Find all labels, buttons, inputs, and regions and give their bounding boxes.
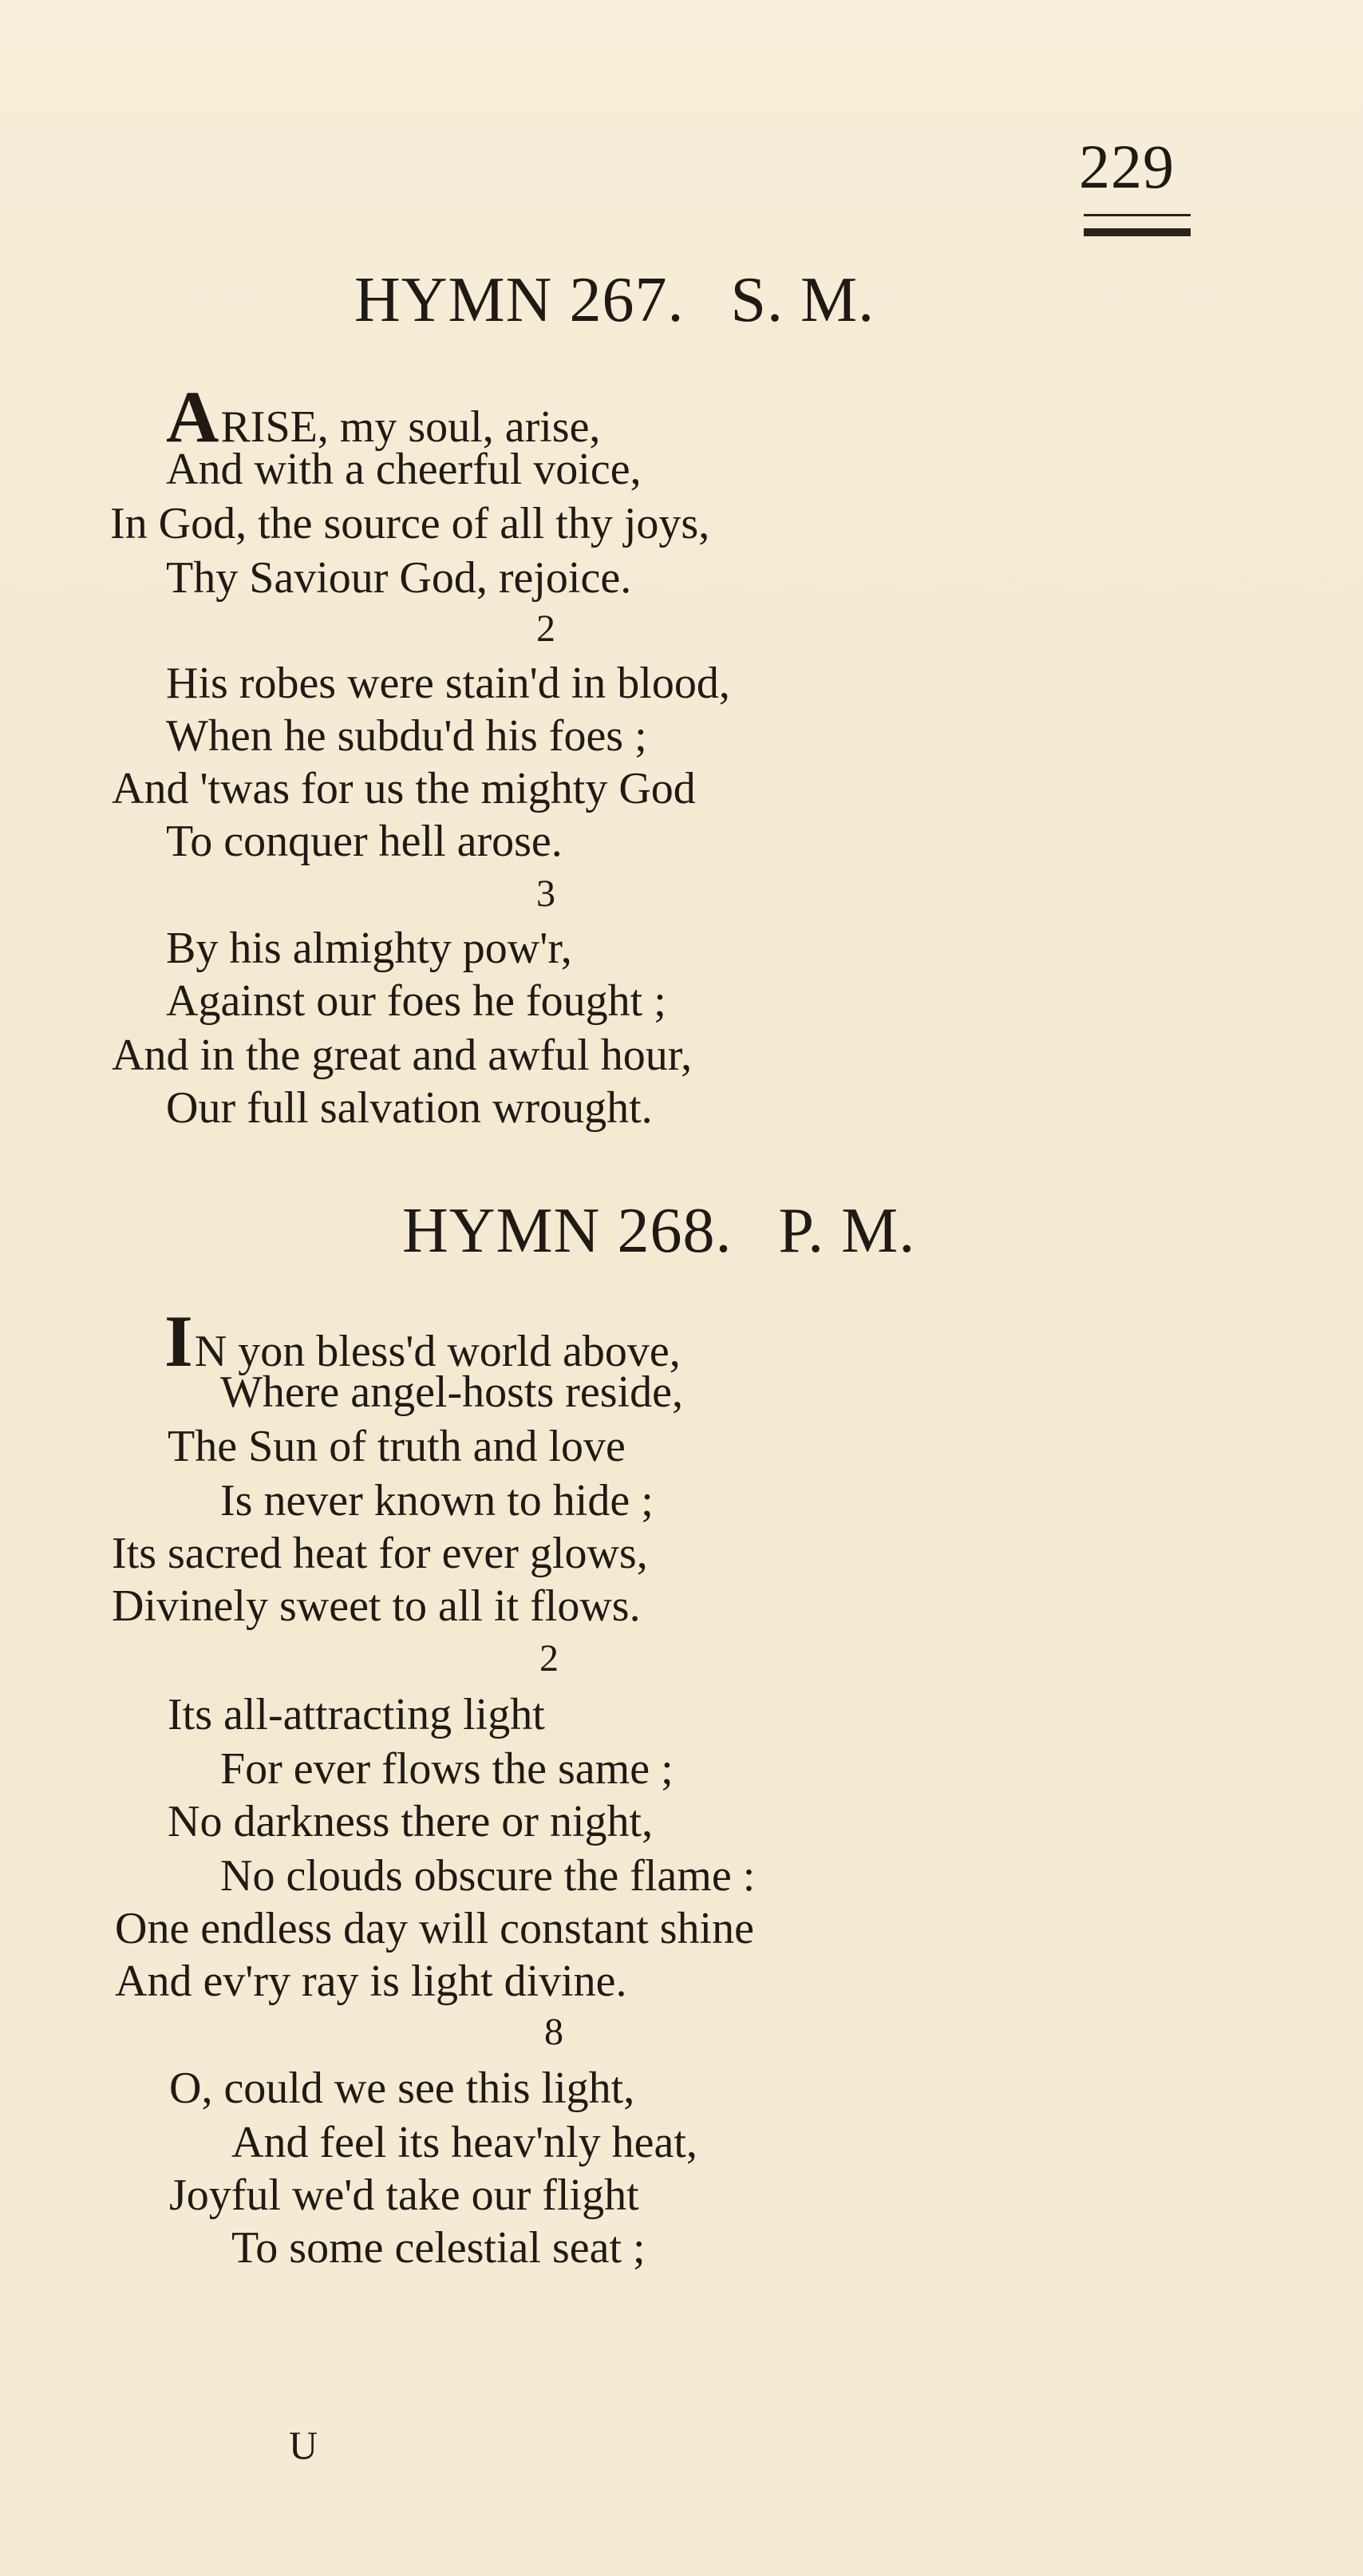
verse-line: And feel its heav'nly heat, <box>231 2118 697 2167</box>
verse-line: And in the great and awful hour, <box>112 1031 693 1080</box>
hymn-268-title <box>402 1196 916 1266</box>
verse-line: And ev'ry ray is light divine. <box>115 1957 627 2006</box>
verse-line: Divinely sweet to all it flows. <box>112 1581 641 1631</box>
verse-line: N yon bless'd world above, <box>194 1327 681 1376</box>
verse-line: Where angel-hosts reside, <box>220 1367 683 1417</box>
header-rule-thick <box>1084 228 1191 236</box>
verse-line: Its sacred heat for ever glows, <box>112 1529 648 1578</box>
verse-number: 3 <box>536 873 555 915</box>
hymn-267-stanza-1-line-1 <box>166 376 601 457</box>
hymn-267-number: HYMN 267. <box>354 265 685 335</box>
header-rule-thin <box>1084 214 1191 216</box>
verse-line: In God, the source of all thy joys, <box>110 499 710 548</box>
verse-line: And 'twas for us the mighty God <box>112 764 696 813</box>
verse-line: To some celestial seat ; <box>231 2223 646 2273</box>
verse-line: The Sun of truth and love <box>168 1422 626 1471</box>
verse-number: 2 <box>536 607 555 650</box>
verse-line: Against our foes he fought ; <box>166 976 666 1026</box>
verse-number: 2 <box>539 1637 559 1680</box>
verse-line: For ever flows the same ; <box>220 1744 674 1794</box>
hymn-268-dropcap: I <box>164 1300 193 1382</box>
verse-line: Is never known to hide ; <box>220 1476 654 1525</box>
verse-line: O, could we see this light, <box>169 2064 635 2113</box>
verse-number: 8 <box>544 2011 563 2053</box>
verse-line: No clouds obscure the flame : <box>220 1851 756 1901</box>
verse-line: No darkness there or night, <box>168 1797 654 1846</box>
verse-line: When he subdu'd his foes ; <box>166 711 647 761</box>
hymn-267-dropcap: A <box>166 376 219 457</box>
page-number: 229 <box>1079 132 1175 201</box>
verse-line: Its all-attracting light <box>168 1690 545 1739</box>
hymn-268-meter: P. M. <box>778 1196 916 1266</box>
verse-line: By his almighty pow'r, <box>166 924 572 973</box>
verse-line: Thy Saviour God, rejoice. <box>166 553 632 603</box>
hymn-267-title <box>354 265 875 335</box>
verse-line: His robes were stain'd in blood, <box>166 659 730 708</box>
hymn-267-meter: S. M. <box>730 265 875 335</box>
verse-line: To conquer hell arose. <box>166 817 563 866</box>
verse-line: Joyful we'd take our flight <box>169 2170 639 2220</box>
verse-line: And with a cheerful voice, <box>166 445 642 494</box>
signature-mark: U <box>289 2423 318 2467</box>
hymn-268-stanza-1-line-1 <box>164 1300 681 1382</box>
hymn-268-number: HYMN 268. <box>402 1196 733 1266</box>
verse-line: Our full salvation wrought. <box>166 1083 653 1133</box>
verse-line: One endless day will constant shine <box>115 1904 754 1953</box>
verse-line: RISE, my soul, arise, <box>220 402 601 452</box>
